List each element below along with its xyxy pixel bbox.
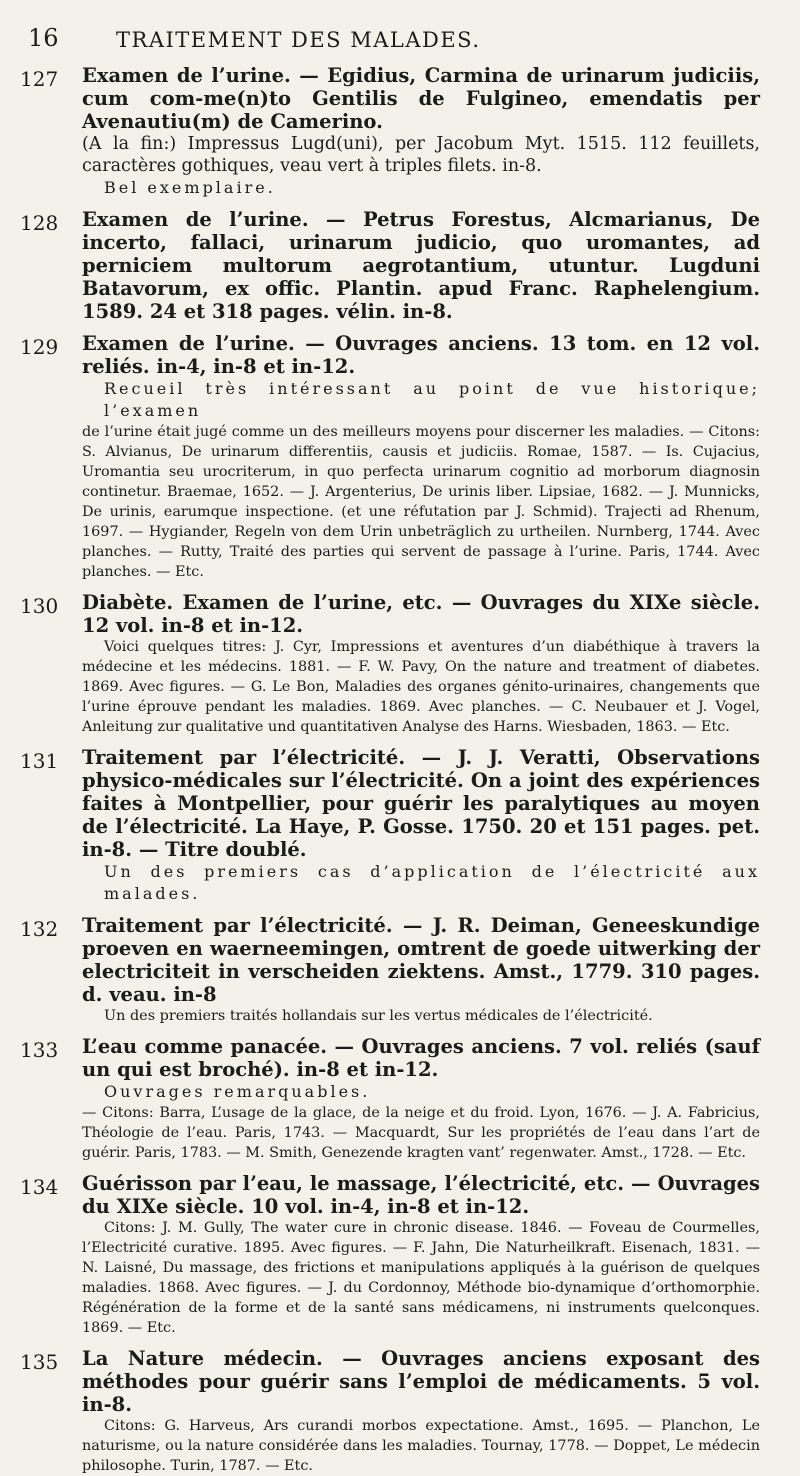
entry-remark: Recueil très intéressant au point de vue historique; l’examen xyxy=(104,379,760,420)
entry-note: Voici quelques titres: J. Cyr, Impressions et aventures d’un diabéthique à travers la médecine et les médecins. 1881. — F. W. Pavy, On the nature and treatment of diabetes. 1869. Avec figures. — G. Le Bon, Maladies des organes génito-urinaires, changements que l’urine éprouve pendant les maladies. 1869. Avec planches. — C. Neubauer et J. Vogel, Anleitung zur qualitative und quantitativen Analyse des Harns. Wiesbaden, 1863. — Etc. xyxy=(82,639,760,735)
catalog-entry-127 xyxy=(20,64,760,199)
entry-description: (A la fin:) Impressus Lugd(uni), per Jacobum Myt. 1515. 112 feuillets, caractères gothiques, veau vert à triples filets. in-8. xyxy=(82,134,760,176)
lot-number: 131 xyxy=(20,749,59,773)
entry-title: La Nature médecin. — Ouvrages anciens exposant des méthodes pour guérir sans l’emploi de médicaments. 5 vol. in-8. xyxy=(82,1347,760,1416)
running-head: TRAITEMENT DES MALADES. xyxy=(116,28,481,52)
lot-number: 135 xyxy=(20,1350,59,1374)
entry-note: Citons: J. M. Gully, The water cure in chronic disease. 1846. — Foveau de Courmelles, l’Electricité curative. 1895. Avec figures. — F. Jahn, Die Naturheilkraft. Eisenach, 1831. — N. Laisné, Du massage, des frictions et manipulations appliqués à la guérison de quelques maladies. 1868. Avec figures. — J. du Cordonnoy, Méthode bio-dynamique d’orthomorphie. Régénération de la forme et de la santé sans médicamens, ni instruments quelconques. 1869. — Etc. xyxy=(82,1220,760,1336)
page-number: 16 xyxy=(28,24,59,52)
lot-number: 128 xyxy=(20,211,59,235)
catalog-entry-134 xyxy=(20,1172,760,1338)
entry-note: Un des premiers traités hollandais sur les vertus médicales de l’électricité. xyxy=(104,1008,653,1024)
entry-title: Examen de l’urine. — Ouvrages anciens. 13 tom. en 12 vol. reliés. in-4, in-8 et in-12. xyxy=(82,332,760,378)
entry-remark: Un des premiers cas d’application de l’électricité aux malades. xyxy=(104,862,760,903)
entry-title: Examen de l’urine. — Petrus Forestus, Alcmarianus, De incerto, fallaci, urinarum judicio, quo uromantes, ad perniciem multorum aegrotantium, utuntur. Lugduni Batavorum, ex offic. Plantin. apud Franc. Raphelengium. 1589. 24 et 318 pages. vélin. in-8. xyxy=(82,208,760,323)
lot-number: 134 xyxy=(20,1175,59,1199)
entry-note: de l’urine était jugé comme un des meilleurs moyens pour discerner les maladies. — Citons: S. Alvianus, De urinarum differentiis, causis et judiciis. Romae, 1587. — Is. Cujacius, Uromantia seu urocriterum, in quo perfecta urinarum cognitio ad morborum diagnosin continetur. Braemae, 1652. — J. Argenterius, De urinis liber. Lipsiae, 1682. — J. Munnicks, De urinis, earumque inspectione. (et une réfutation par J. Schmid). Trajecti ad Rhenum, 1697. — Hygiander, Regeln von dem Urin unbeträglich zu urtheilen. Nurnberg, 1744. Avec planches. — Rutty, Traité des parties qui servent de passage à l’urine. Paris, 1744. Avec planches. — Etc. xyxy=(82,424,760,580)
catalog-entry-132 xyxy=(20,914,760,1026)
lot-number: 127 xyxy=(20,67,59,91)
entry-note: — Citons: Barra, L’usage de la glace, de la neige et du froid. Lyon, 1676. — J. A. Fabricius, Théologie de l’eau. Paris, 1743. — Macquardt, Sur les propriétés de l’eau dans l’art de guérir. Paris, 1783. — M. Smith, Genezende kragten vant’ regenwater. Amst., 1728. — Etc. xyxy=(82,1105,760,1161)
entry-title: Traitement par l’électricité. — J. R. Deiman, Geneeskundige proeven en waerneemingen, omtrent de goede uitwerking der electriciteit in verscheiden ziektens. Amst., 1779. 310 pages. d. veau. in-8 xyxy=(82,914,760,1006)
entry-title: Guérisson par l’eau, le massage, l’électricité, etc. — Ouvrages du XIXe siècle. 10 vol. in-4, in-8 et in-12. xyxy=(82,1172,760,1218)
lot-number: 129 xyxy=(20,335,59,359)
entry-remark: Bel exemplaire. xyxy=(104,178,276,197)
entry-title: Examen de l’urine. — Egidius, Carmina de urinarum judiciis, cum com-me(n)to Gentilis de Fulgineo, emendatis per Avenautiu(m) de Camerino. xyxy=(82,64,760,133)
catalog-entry-128 xyxy=(20,208,760,323)
catalog-entry-133 xyxy=(20,1035,760,1163)
entry-note: Citons: G. Harveus, Ars curandi morbos expectatione. Amst., 1695. — Planchon, Le naturisme, ou la nature considérée dans les maladies. Tournay, 1778. — Doppet, Le médecin philosophe. Turin, 1787. — Etc. xyxy=(82,1418,760,1474)
entry-title: Diabète. Examen de l’urine, etc. — Ouvrages du XIXe siècle. 12 vol. in-8 et in-12. xyxy=(82,591,760,637)
entry-remark: Ouvrages remarquables. xyxy=(104,1082,371,1101)
entry-title: L’eau comme panacée. — Ouvrages anciens. 7 vol. reliés (sauf un qui est broché). in-8 et in-12. xyxy=(82,1035,760,1081)
catalog-entry-129 xyxy=(20,332,760,582)
entry-title: Traitement par l’électricité. — J. J. Veratti, Observations physico-médicales sur l’électricité. On a joint des expériences faites à Montpellier, pour guérir les paralytiques au moyen de l’électricité. La Haye, P. Gosse. 1750. 20 et 151 pages. pet. in-8. — Titre doublé. xyxy=(82,746,760,861)
catalog-entry-131 xyxy=(20,746,760,905)
lot-number: 130 xyxy=(20,594,59,618)
catalog-entry-130 xyxy=(20,591,760,737)
lot-number: 132 xyxy=(20,917,59,941)
catalog-entry-135 xyxy=(20,1347,760,1476)
entry-list xyxy=(20,64,760,1476)
lot-number: 133 xyxy=(20,1038,59,1062)
page-header xyxy=(20,22,760,58)
